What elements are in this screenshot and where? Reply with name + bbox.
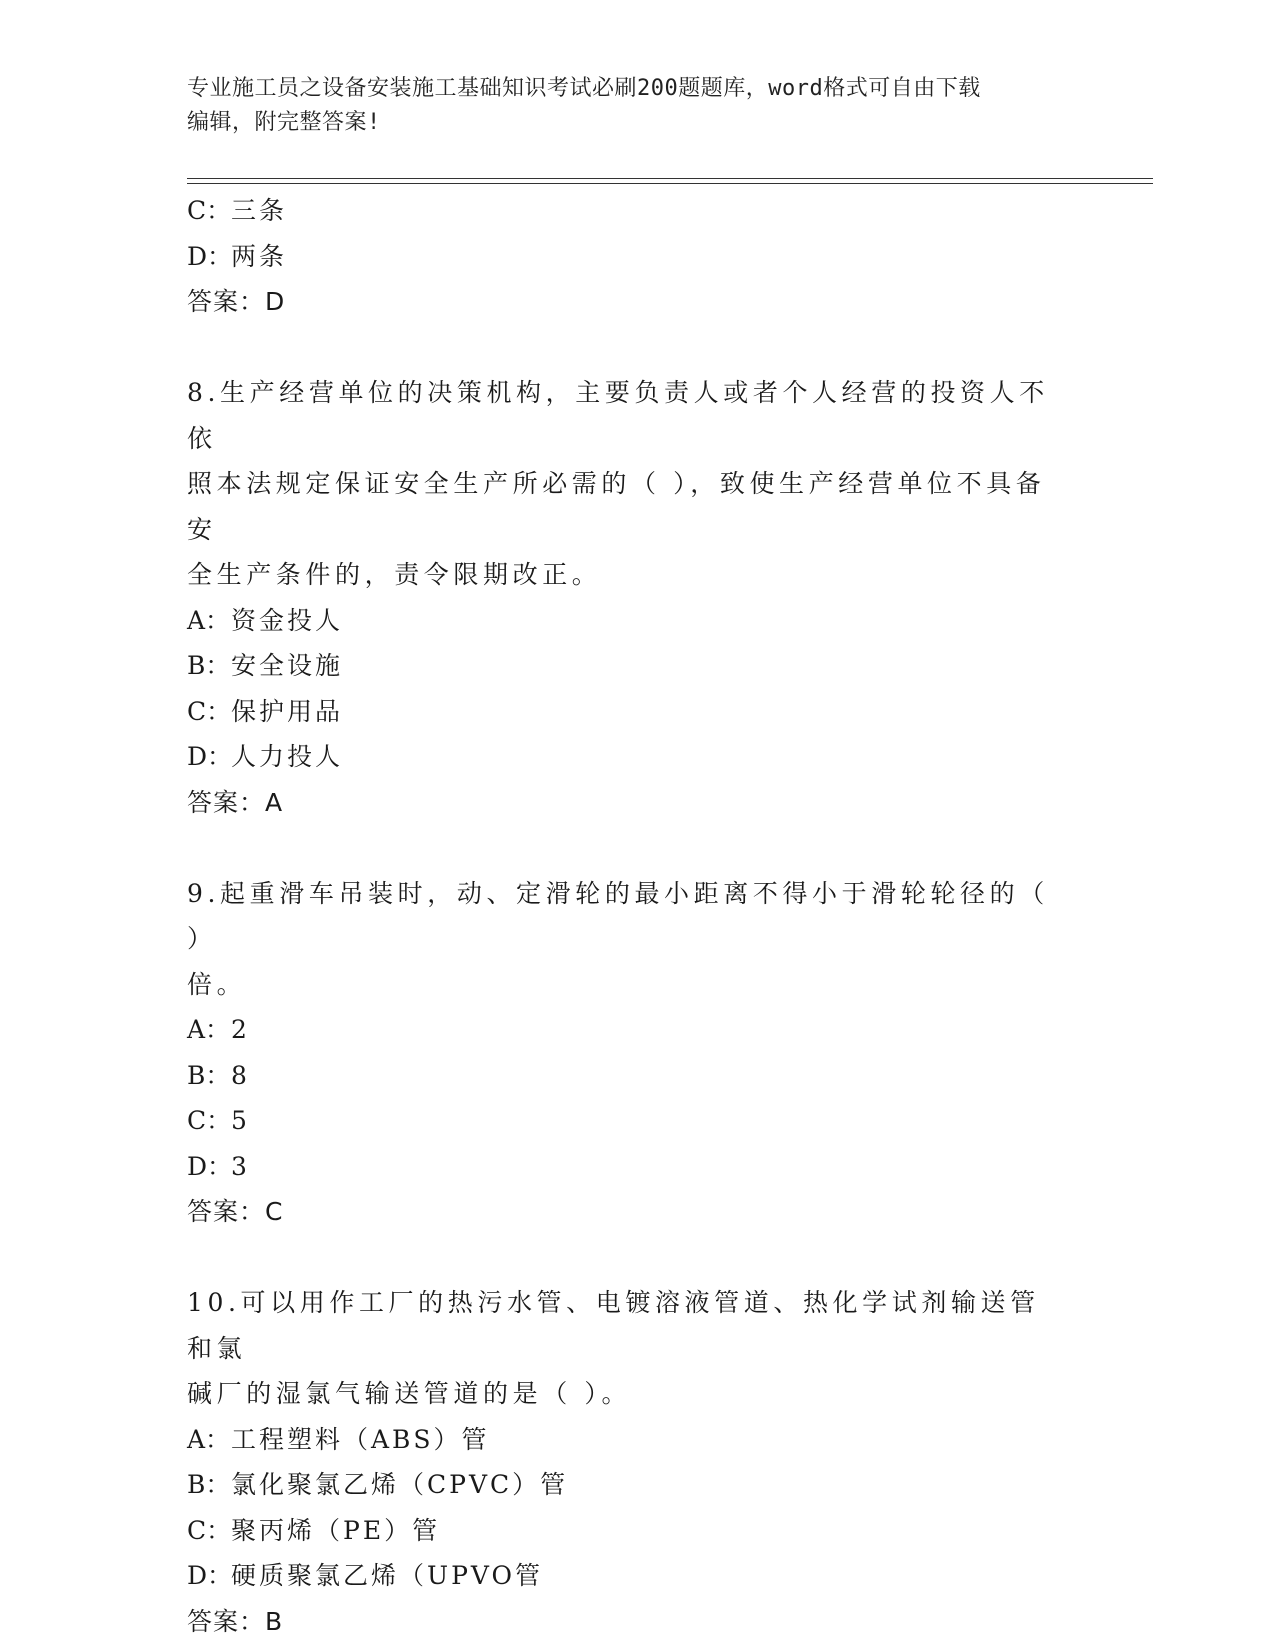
answer-line: 答案：B: [187, 1606, 284, 1636]
question-text: 9.起重滑车吊装时，动、定滑轮的最小距离不得小于滑轮轮径的（ ） 倍。: [187, 878, 1049, 999]
option-a: A：2: [187, 1015, 250, 1044]
header-divider-bottom: [187, 183, 1153, 184]
header-line-2: 编辑，附完整答案!: [187, 110, 381, 135]
option-c: C：保护用品: [187, 696, 344, 726]
option-d: D：硬质聚氯乙烯（UPVO管: [187, 1561, 544, 1590]
question-text: 8.生产经营单位的决策机构，主要负责人或者个人经营的投资人不依 照本法规定保证安全生产所必需的（ ），致使生产经营单位不具备安 全生产条件的，责令限期改正。: [187, 378, 1049, 589]
question-8: [187, 370, 1087, 825]
option-a: A：工程塑料（ABS）管: [187, 1424, 490, 1454]
option-c: C：三条: [187, 196, 288, 225]
question-10: [187, 1280, 1087, 1644]
header-line-1: 专业施工员之设备安装施工基础知识考试必刷200题题库，word格式可自由下载: [187, 76, 981, 101]
option-b: B：氯化聚氯乙烯（CPVC）管: [187, 1470, 569, 1499]
answer-line: 答案：C: [187, 1197, 284, 1226]
option-b: B：安全设施: [187, 651, 344, 680]
option-d: D：两条: [187, 241, 288, 271]
question-text: 10.可以用作工厂的热污水管、电镀溶液管道、热化学试剂输送管和氯 碱厂的湿氯气输送管道的是（ ）。: [187, 1288, 1040, 1408]
header-divider-top: [187, 178, 1153, 179]
question-9: [187, 871, 1087, 1235]
partial-question: [187, 188, 1087, 325]
question-content: [187, 188, 1087, 1644]
option-c: C：5: [187, 1106, 250, 1135]
option-b: B：8: [187, 1060, 250, 1090]
answer-line: 答案：D: [187, 287, 286, 316]
option-a: A：资金投人: [187, 605, 344, 635]
option-c: C：聚丙烯（PE）管: [187, 1515, 441, 1545]
option-d: D：3: [187, 1151, 250, 1181]
answer-line: 答案：A: [187, 787, 284, 817]
option-d: D：人力投人: [187, 742, 344, 771]
document-header: [187, 72, 1087, 140]
